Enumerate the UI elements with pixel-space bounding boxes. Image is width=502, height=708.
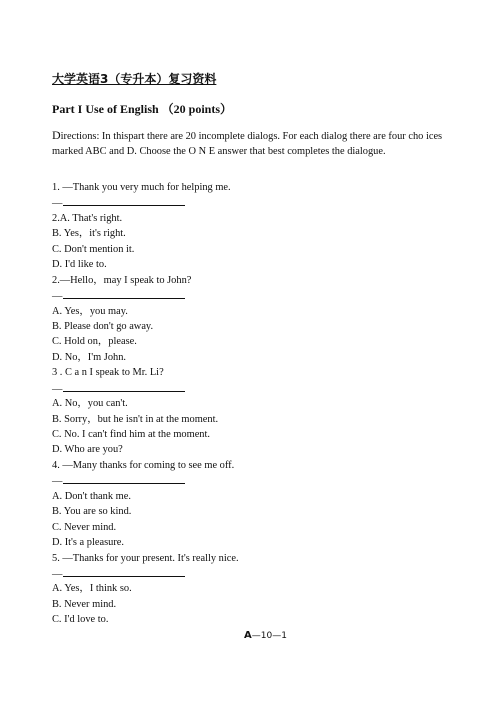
question-line: D. It's a pleasure. (52, 537, 124, 549)
directions-text: irections: In thispart there are 20 incomplete dialogs. For each dialog there are four cho ices marked ABC and D. Choose the O N E answer that best completes the dialogue. (52, 131, 443, 157)
question-line: A. No，you can't. (52, 398, 128, 410)
question-line: A. Don't thank me. (52, 490, 131, 502)
question-line: B. Yes，it's right. (52, 228, 126, 240)
question-line: C. No. I can't find him at the moment. (52, 429, 210, 440)
answer-dash: — (52, 383, 63, 395)
question-line: B. Sorry，but he isn't in at the moment. (52, 413, 219, 425)
document-title: 大学英语3（专升本）复习资料 (52, 72, 217, 86)
question-line: 5. —Thanks for your present. It's really nice. (52, 552, 239, 564)
answer-underline (63, 381, 185, 392)
footer-page-number: —10—1 (251, 631, 287, 641)
question-line: C. I'd love to. (52, 614, 109, 626)
question-line: B. Never mind. (52, 598, 117, 610)
question-line: D. No，I'm John. (52, 351, 127, 363)
question-line: A. Yes，you may. (52, 305, 128, 317)
directions-first-letter: D (52, 128, 61, 142)
answer-underline (63, 288, 185, 299)
question-line: C. Never mind. (52, 521, 117, 533)
answer-underline (63, 473, 185, 484)
question-line: D. I'd like to. (52, 259, 107, 271)
footer-mark: A (244, 630, 252, 641)
answer-blank-line (52, 195, 462, 210)
question-line: 2.A. That's right. (52, 212, 123, 224)
question-line: A. Yes，I think so. (52, 583, 132, 595)
question-line: 3 . C a n I speak to Mr. Li? (52, 367, 164, 379)
part-heading: Part I Use of English （20 points） (52, 102, 233, 116)
answer-dash: — (52, 568, 63, 580)
answer-underline (63, 566, 185, 577)
question-list (52, 180, 462, 628)
question-line: D. Who are you? (52, 444, 123, 456)
question-line: 1. —Thank you very much for helping me. (52, 182, 231, 193)
question-line: 2.—Hello，may I speak to John? (52, 274, 192, 286)
answer-dash: — (52, 476, 63, 488)
question-line: C. Don't mention it. (52, 243, 135, 255)
question-line: 4. —Many thanks for coming to see me off. (52, 459, 235, 471)
question-line: C. Hold on，please. (52, 336, 137, 348)
page-footer (244, 630, 287, 641)
answer-underline (63, 195, 185, 206)
answer-dash: — (52, 198, 63, 210)
answer-blank-line (52, 288, 462, 303)
question-line: B. You are so kind. (52, 506, 132, 518)
answer-blank-line (52, 566, 462, 581)
question-line: B. Please don't go away. (52, 320, 154, 332)
directions-paragraph (52, 128, 462, 159)
answer-blank-line (52, 381, 462, 396)
answer-dash: — (52, 291, 63, 303)
answer-blank-line (52, 473, 462, 488)
